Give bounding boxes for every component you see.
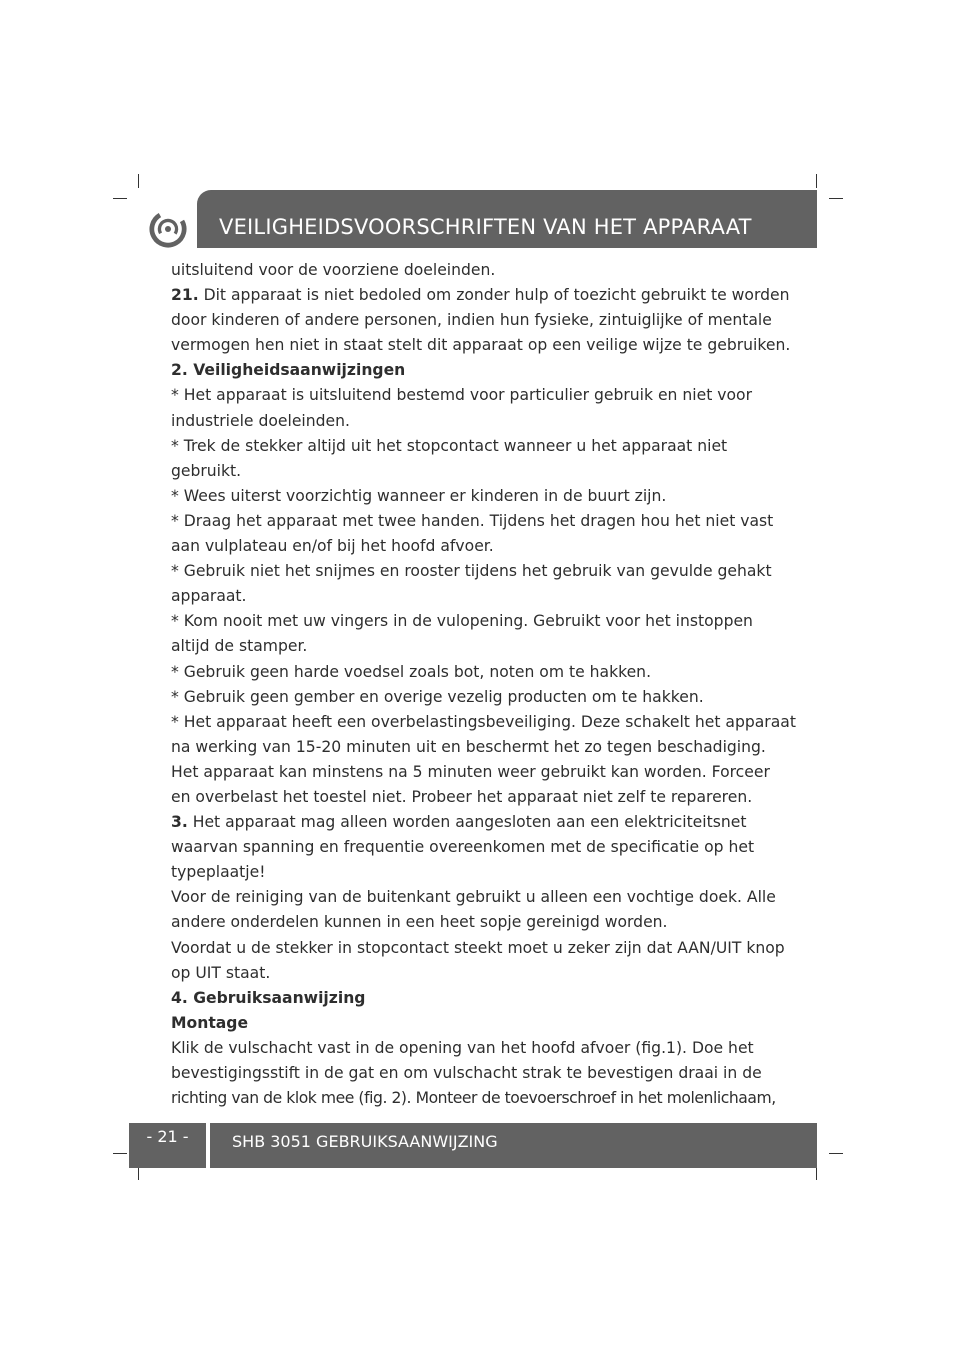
text-line: * Wees uiterst voorzichtig wanneer er kinderen in de buurt zijn. — [171, 486, 667, 505]
text-line: * Gebruik niet het snijmes en rooster tijdens het gebruik van gevulde gehakt — [171, 562, 772, 581]
crop-mark — [816, 1166, 817, 1180]
text-line: Voordat u de stekker in stopcontact steekt moet u zeker zijn dat AAN/UIT knop — [171, 938, 785, 957]
crop-mark — [138, 1166, 139, 1180]
text-line: apparaat. — [171, 587, 247, 606]
text-line: uitsluitend voor de voorziene doeleinden. — [171, 261, 496, 279]
text-line: Het apparaat kan minstens na 5 minuten weer gebruikt kan worden. Forceer — [171, 762, 770, 781]
crop-mark — [829, 1153, 843, 1154]
text-line: Voor de reiniging van de buitenkant gebruikt u alleen een vochtige doek. Alle — [171, 888, 776, 907]
crop-mark — [829, 198, 843, 199]
text-line: andere onderdelen kunnen in een heet sopje gereinigd worden. — [171, 913, 668, 932]
footer-bar — [210, 1123, 817, 1168]
section-heading — [171, 986, 791, 1011]
brand-swirl-icon — [149, 210, 187, 248]
subsection-heading — [171, 1011, 791, 1036]
text-line: industriele doeleinden. — [171, 411, 350, 430]
text-line: gebruikt. — [171, 461, 242, 480]
text-line — [171, 810, 791, 835]
subsection-heading-text: Montage — [171, 1013, 249, 1032]
crop-mark — [138, 174, 139, 188]
page-number: - 21 - — [146, 1127, 189, 1146]
text-line: vermogen hen niet in staat stelt dit apparaat op een veilige wijze te gebruiken. — [171, 336, 791, 355]
body-text — [171, 258, 796, 1111]
crop-mark — [816, 174, 817, 188]
section-heading-text: 2. Veiligheidsaanwijzingen — [171, 361, 406, 380]
header-bar — [197, 190, 817, 248]
crop-mark — [113, 1153, 127, 1154]
text-line: * Draag het apparaat met twee handen. Tijdens het dragen hou het niet vast — [171, 511, 774, 530]
text-line: waarvan spanning en frequentie overeenkomen met de specificatie op het — [171, 838, 755, 857]
page-number-box — [129, 1123, 206, 1168]
item-number: 21. — [171, 286, 199, 305]
text-line: * Gebruik geen gember en overige vezelig producten om te hakken. — [171, 687, 704, 706]
page-title: VEILIGHEIDSVOORSCHRIFTEN VAN HET APPARAAT — [219, 215, 752, 239]
text-line: op UIT staat. — [171, 963, 271, 982]
text-line: * Het apparaat is uitsluitend bestemd voor particulier gebruik en niet voor — [171, 386, 752, 405]
text-line: door kinderen of andere personen, indien hun fysieke, zintuiglijke of mentale — [171, 311, 772, 330]
crop-mark — [113, 198, 127, 199]
manual-title: SHB 3051 GEBRUIKSAANWIJZING — [232, 1132, 498, 1151]
item-number: 3. — [171, 813, 188, 832]
text-line: * Kom nooit met uw vingers in de vulopening. Gebruikt voor het instoppen — [171, 612, 753, 631]
text-span: Het apparaat mag alleen worden aangesloten aan een elektriciteitsnet — [187, 813, 747, 832]
text-line — [171, 283, 791, 308]
text-span: Dit apparaat is niet bedoled om zonder hulp of toezicht gebruikt te worden — [198, 286, 790, 305]
section-heading — [171, 358, 791, 383]
text-line: * Trek de stekker altijd uit het stopcontact wanneer u het apparaat niet — [171, 436, 728, 455]
text-line: * Gebruik geen harde voedsel zoals bot, noten om te hakken. — [171, 662, 652, 681]
text-line: na werking van 15-20 minuten uit en beschermt het zo tegen beschadiging. — [171, 737, 766, 756]
text-line: * Het apparaat heeft een overbelastingsbeveiliging. Deze schakelt het apparaat — [171, 712, 796, 731]
text-line: bevestigingsstift in de gat en om vulschacht strak te bevestigen draai in de — [171, 1064, 762, 1082]
text-line: en overbelast het toestel niet. Probeer het apparaat niet zelf te repareren. — [171, 787, 753, 806]
text-line: typeplaatje! — [171, 863, 266, 882]
text-line: aan vulplateau en/of bij het hoofd afvoer. — [171, 537, 494, 556]
text-line: richting van de klok mee (fig. 2). Monteer de toevoerschroef in het molenlichaam, — [171, 1089, 776, 1108]
text-line: Klik de vulschacht vast in de opening van het hoofd afvoer (fig.1). Doe het — [171, 1038, 754, 1057]
text-line: altijd de stamper. — [171, 637, 308, 656]
section-heading-text: 4. Gebruiksaanwijzing — [171, 988, 366, 1007]
